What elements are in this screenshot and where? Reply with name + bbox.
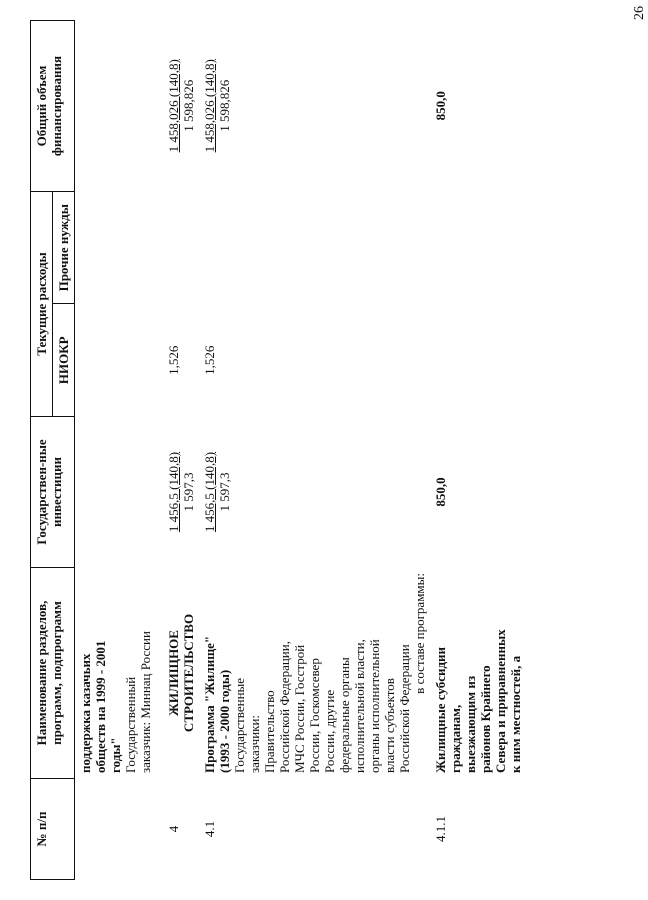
cell-niokr: 1,526 — [202, 345, 217, 375]
header-other-needs: Прочие нужды — [53, 192, 75, 305]
name-line: гражданам, — [448, 704, 463, 773]
cell-other — [75, 192, 157, 305]
cell-num: 4.1.1 — [433, 816, 448, 842]
name-line: Государственный — [123, 676, 138, 773]
name-line: в составе программы: — [412, 573, 427, 694]
cell-num: 4 — [166, 825, 181, 833]
gov-invest-value: 1 456,5 (140,8) — [166, 451, 181, 533]
cell-total: 850,0 — [433, 91, 448, 121]
name-line: Севера и приравненных — [493, 629, 508, 773]
name-line: Правительство — [262, 690, 277, 773]
cell-name — [199, 568, 430, 779]
cell-total — [156, 21, 199, 192]
cell-gov-invest — [75, 417, 157, 568]
table-body — [75, 21, 527, 880]
gov-invest-total: 1 597,3 — [181, 472, 196, 512]
total-value: 1 458,026 (140,8) — [202, 59, 217, 153]
name-line: Российской Федерации, — [277, 641, 292, 773]
table-row — [75, 21, 157, 880]
gov-invest-total: 1 597,3 — [217, 472, 232, 512]
gov-invest-value: 1 456,5 (140,8) — [202, 451, 217, 533]
cell-niokr: 1,526 — [166, 345, 181, 375]
cell-other — [156, 192, 199, 305]
name-line: исполнительной власти, — [352, 639, 367, 773]
name-line: органы исполнительной — [367, 639, 382, 773]
name-line: обществ на 1999 - 2001 — [93, 640, 108, 773]
name-line: заказчик: Миннац России — [138, 631, 153, 773]
total-value: 1 458,026 (140,8) — [166, 59, 181, 153]
name-line: России, Госкомсевер — [307, 658, 322, 773]
table-row — [430, 21, 526, 880]
name-line: (1993 - 2000 годы) — [217, 669, 232, 773]
page-number: 26 — [632, 6, 647, 20]
cell-other — [430, 192, 526, 305]
name-line: заказчики: — [247, 714, 262, 773]
name-line: Государственные — [232, 677, 247, 773]
budget-table — [30, 20, 526, 880]
name-line: выезжающим из — [463, 675, 478, 773]
name-line: федеральные органы — [337, 657, 352, 773]
cell-num: 4.1 — [202, 820, 217, 838]
name-line: МЧС России, Госстрой — [292, 644, 307, 773]
table-row — [156, 21, 199, 880]
cell-gov-invest — [199, 417, 430, 568]
cell-gov-invest: 850,0 — [433, 477, 448, 507]
name-line: власти субъектов — [382, 678, 397, 773]
name-line: ЖИЛИЩНОЕ — [166, 630, 181, 716]
header-current-expenses: Текущие расходы — [31, 192, 53, 417]
cell-total — [199, 21, 430, 192]
cell-name — [156, 568, 199, 779]
header-niokr: НИОКР — [53, 304, 75, 417]
cell-niokr — [75, 304, 157, 417]
cell-other — [199, 192, 430, 305]
name-line: Российской Федерации — [397, 644, 412, 773]
header-gov-invest: Государствен-ные инвестиции — [31, 417, 75, 568]
name-line: районов Крайнего — [478, 665, 493, 773]
budget-table-sheet — [30, 20, 590, 880]
cell-niokr — [430, 304, 526, 417]
name-line: СТРОИТЕЛЬСТВО — [181, 613, 196, 733]
table-row — [199, 21, 430, 880]
cell-total — [75, 21, 157, 192]
name-line: Жилищные субсидии — [433, 646, 448, 773]
name-line: Программа "Жилище" — [202, 635, 217, 773]
name-line: годы" — [108, 737, 123, 773]
cell-name — [75, 568, 157, 779]
name-line: России, другие — [322, 689, 337, 773]
name-line: к ним местностей, а — [508, 655, 523, 773]
name-line: поддержка казачьих — [78, 653, 93, 773]
cell-gov-invest — [156, 417, 199, 568]
cell-name — [430, 568, 526, 779]
header-num: № п/п — [31, 779, 75, 880]
total-sum: 1 598,826 — [217, 79, 232, 132]
cell-num — [75, 779, 157, 880]
total-sum: 1 598,826 — [181, 79, 196, 132]
header-name: Наименование разделов, программ, подпрограмм — [31, 568, 75, 779]
header-total: Общий объем финансирования — [31, 21, 75, 192]
